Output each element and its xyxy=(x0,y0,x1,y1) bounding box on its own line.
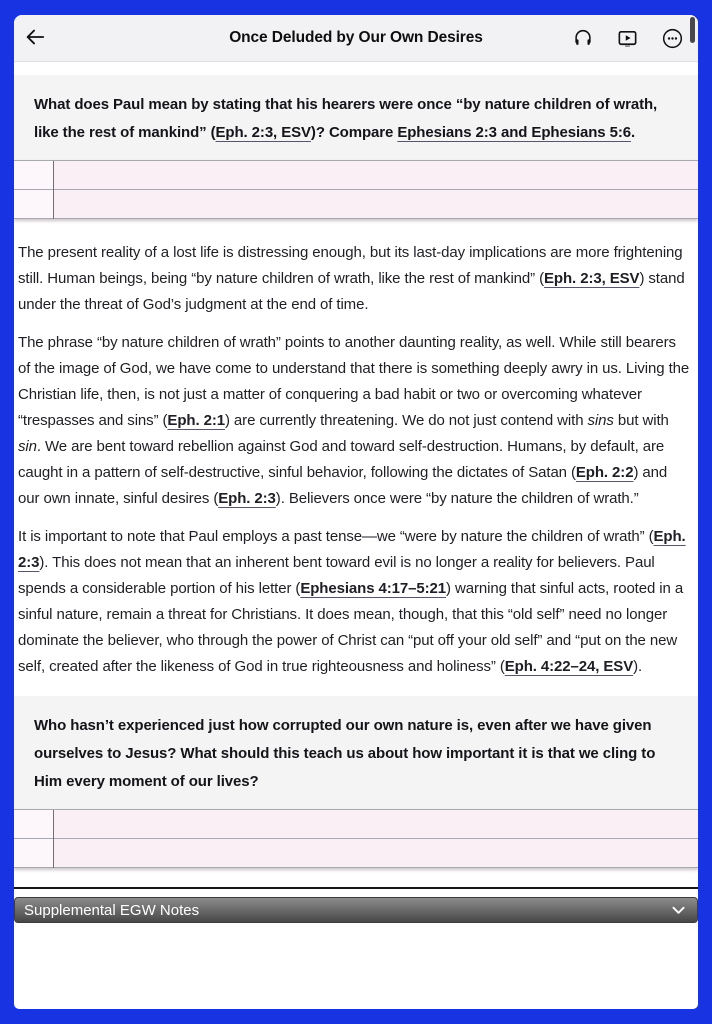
scripture-link[interactable]: Eph. 2:3, ESV xyxy=(544,270,640,287)
lesson-page xyxy=(14,15,698,1009)
notebook-margin-line xyxy=(53,161,54,219)
text-run: ) stand under the threat of God’s judgment at the end of time. xyxy=(18,270,685,313)
section-divider xyxy=(14,887,698,889)
page-title: Once Deluded by Our Own Desires xyxy=(229,29,483,46)
back-button[interactable] xyxy=(20,22,50,55)
text-run: ) and our own innate, sinful desires ( xyxy=(18,464,668,507)
text-run: )? Compare xyxy=(310,124,398,141)
egw-notes-accordion[interactable] xyxy=(14,897,698,923)
note-line[interactable] xyxy=(14,839,698,868)
text-run: It is important to note that Paul employs a past tense—we “were by nature the children of wrath” ( xyxy=(18,528,654,545)
chevron-down-icon xyxy=(672,902,685,919)
paragraph xyxy=(18,524,692,680)
back-arrow-icon xyxy=(24,26,46,51)
question-text-2 xyxy=(14,696,698,809)
text-run: The phrase “by nature children of wrath” points to another daunting reality, as well. While still bearers of the image of God, we have come to understand that there is something deeply awry in us. Living the Christian life, then, is not just a matter of conquering a bad habit or two or overcoming whatever “trespasses and sins” ( xyxy=(18,334,690,429)
scripture-link[interactable]: Eph. 4:22–24, ESV xyxy=(504,658,634,675)
paragraph xyxy=(18,330,692,512)
spacer xyxy=(14,62,698,75)
notebook-margin-line xyxy=(53,810,54,868)
video-button[interactable] xyxy=(612,23,643,54)
text-run: ) warning that sinful acts, rooted in a sinful nature, remain a threat for Christians. It does mean, though, that this “old self” need no longer dominate the believer, who through the power of Christ can “put off your old self” and “put on the new self, created after the likeness of God in true righteousness and holiness” ( xyxy=(18,580,684,675)
scripture-link[interactable]: Eph. 2:1 xyxy=(167,412,225,429)
italic-text: sin xyxy=(18,438,37,455)
text-run: but with xyxy=(613,412,669,429)
video-player-icon xyxy=(616,27,639,50)
text-run: ). This does not mean that an inherent bent toward evil is no longer a reality for believers. Paul spends a considerable portion of his letter ( xyxy=(18,554,655,597)
nav-actions xyxy=(568,23,698,54)
question-text-1 xyxy=(14,75,698,160)
text-run: The present reality of a lost life is distressing enough, but its last-day implications are more frightening still. Human beings, being “by nature children of wrath, like the rest of mankind” ( xyxy=(18,244,683,287)
scripture-link[interactable]: Eph. 2:3 xyxy=(18,528,686,571)
text-run: ) are currently threatening. We do not just contend with xyxy=(224,412,588,429)
scrollbar-thumb[interactable] xyxy=(690,17,695,43)
question-section-2 xyxy=(14,696,698,868)
paragraph xyxy=(18,240,692,318)
note-line[interactable] xyxy=(14,190,698,219)
scripture-link[interactable]: Eph. 2:2 xyxy=(575,464,634,481)
ellipsis-circle-icon xyxy=(661,27,684,50)
text-run: What does Paul mean by stating that his hearers were once “by nature children of wrath, like the rest of mankind” ( xyxy=(34,96,658,141)
text-run: . We are bent toward rebellion against God and toward self-destruction. Humans, by default, are caught in a pattern of self-destructive, sinful behavior, following the dictates of Satan ( xyxy=(18,438,665,481)
italic-text: sins xyxy=(587,412,614,429)
egw-notes-label: Supplemental EGW Notes xyxy=(24,901,200,919)
text-run: Who hasn’t experienced just how corrupted our own nature is, even after we have given ourselves to Jesus? What should this teach us about how important it is that we cling to Him every moment of our lives? xyxy=(34,717,656,790)
question-section-1 xyxy=(14,75,698,219)
text-run: ). Believers once were “by nature the children of wrath.” xyxy=(275,490,639,507)
lesson-body xyxy=(14,240,698,680)
scripture-link[interactable]: Ephesians 2:3 and Ephesians 5:6 xyxy=(397,124,631,141)
notes-area xyxy=(14,809,698,868)
notes-area xyxy=(14,160,698,219)
more-options-button[interactable] xyxy=(657,23,688,54)
scripture-link[interactable]: Eph. 2:3 xyxy=(218,490,276,507)
text-run: . xyxy=(631,124,636,141)
headphones-icon xyxy=(572,27,594,49)
note-line[interactable] xyxy=(14,810,698,839)
scripture-link[interactable]: Ephesians 4:17–5:21 xyxy=(300,580,447,597)
top-nav xyxy=(14,15,698,62)
note-line[interactable] xyxy=(14,161,698,190)
audio-button[interactable] xyxy=(568,23,598,53)
text-run: ). xyxy=(633,658,643,675)
scripture-link[interactable]: Eph. 2:3, ESV xyxy=(215,124,311,141)
